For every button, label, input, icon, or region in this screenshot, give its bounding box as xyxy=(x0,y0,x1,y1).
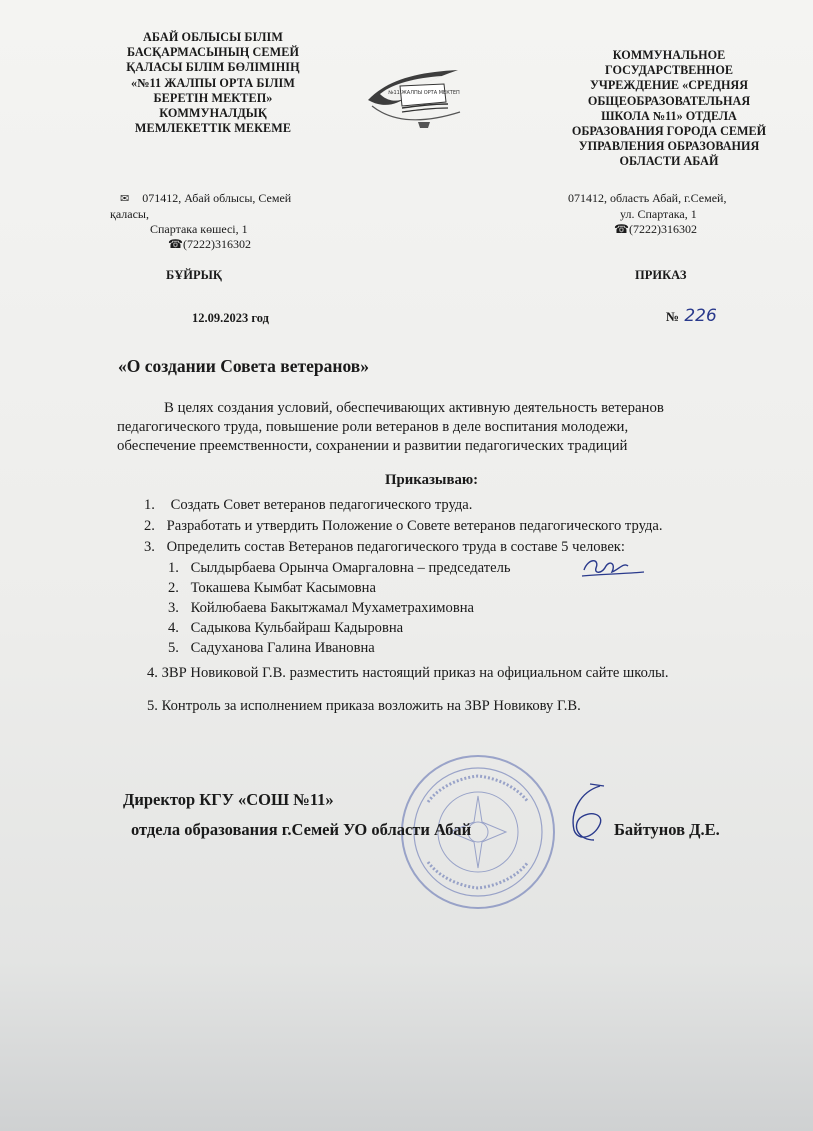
member-num: 1. xyxy=(168,560,179,576)
member-num: 5. xyxy=(168,640,179,656)
member-item xyxy=(168,600,474,617)
director-signature xyxy=(560,782,620,853)
order-item xyxy=(144,497,472,514)
order-item-text: Создать Совет ветеранов педагогического труда. xyxy=(170,497,473,513)
member-num: 2. xyxy=(168,580,179,596)
header-kz-line: МЕМЛЕКЕТТІК МЕКЕМЕ xyxy=(134,121,292,136)
order-item-text: Определить состав Ветеранов педагогического труда в составе 5 человек: xyxy=(166,539,625,555)
order-item xyxy=(144,518,663,535)
header-ru-line: ОБРАЗОВАНИЯ ГОРОДА СЕМЕЙ xyxy=(571,124,767,139)
envelope-icon: ✉ xyxy=(120,193,130,205)
member-item xyxy=(168,580,376,597)
signature-name: Байтунов Д.Е. xyxy=(614,820,720,839)
order-item-num: 2. xyxy=(144,518,155,534)
header-ru-line: УПРАВЛЕНИЯ ОБРАЗОВАНИЯ xyxy=(578,139,760,154)
address-kz xyxy=(120,191,291,207)
phone-kz-number: (7222)316302 xyxy=(182,237,251,251)
address-ru-line1: 071412, область Абай, г.Семей, xyxy=(568,191,727,205)
header-ru-line: ОБЛАСТИ АБАЙ xyxy=(619,154,719,169)
header-ru-line: ШКОЛА №11» ОТДЕЛА xyxy=(601,108,737,123)
number-sign: № xyxy=(666,309,680,324)
header-ru-line: ГОСУДАРСТВЕННОЕ xyxy=(605,63,733,78)
address-kz-line3: Спартака көшесі, 1 xyxy=(150,222,248,236)
chairman-signature xyxy=(578,552,648,587)
header-ru-line: УЧРЕЖДЕНИЕ «СРЕДНЯЯ xyxy=(589,78,749,93)
document-title: «О создании Совета ветеранов» xyxy=(118,356,369,376)
preamble-line: педагогического труда, повышение роли ветеранов в деле воспитания молодежи, xyxy=(117,419,629,435)
order-title-ru: ПРИКАЗ xyxy=(635,268,687,282)
member-num: 3. xyxy=(168,600,179,616)
address-ru-line2: ул. Спартака, 1 xyxy=(620,207,697,221)
header-ru-line: ОБЩЕОБРАЗОВАТЕЛЬНАЯ xyxy=(587,93,751,108)
member-num: 4. xyxy=(168,620,179,636)
order-title-kz: БҰЙРЫҚ xyxy=(166,268,222,282)
header-ru-line: КОММУНАЛЬНОЕ xyxy=(612,48,726,62)
phone-kz xyxy=(168,237,251,252)
member-item xyxy=(168,640,375,657)
address-ru xyxy=(568,191,726,206)
order-item-5: 5. Контроль за исполнением приказа возложить на ЗВР Новикову Г.В. xyxy=(147,698,581,714)
signature-department: отдела образования г.Семей УО области Абай xyxy=(131,820,472,839)
member-item xyxy=(168,560,511,577)
member-name: Садуханова Галина Ивановна xyxy=(190,640,375,656)
address-kz-line1: 071412, Абай облысы, Семей xyxy=(142,191,292,205)
member-name: Сылдырбаева Орынча Омаргаловна – председатель xyxy=(190,560,511,576)
order-item-num: 1. xyxy=(144,497,155,513)
order-item-text: Разработать и утвердить Положение о Совете ветеранов педагогического труда. xyxy=(166,518,663,534)
address-kz-line2: қаласы, xyxy=(110,207,149,221)
preamble-line: В целях создания условий, обеспечивающих активную деятельность ветеранов xyxy=(164,400,664,416)
phone-ru xyxy=(614,222,697,237)
header-ru xyxy=(558,48,780,170)
preamble-line: обеспечение преемственности, сохранении и развитии педагогических традиций xyxy=(117,438,628,454)
header-kz xyxy=(108,30,318,136)
member-name: Садыкова Кульбайраш Кадыровна xyxy=(190,620,404,636)
phone-ru-number: (7222)316302 xyxy=(628,222,697,236)
logo-caption: №11 ЖАЛПЫ ОРТА МЕКТЕП xyxy=(388,90,460,96)
header-kz-line: АБАЙ ОБЛЫСЫ БІЛІМ xyxy=(143,30,283,44)
school-logo xyxy=(362,62,467,137)
order-date: 12.09.2023 год xyxy=(192,311,269,325)
phone-icon: ☎ xyxy=(614,222,629,236)
order-number xyxy=(666,306,717,326)
header-kz-line: ҚАЛАСЫ БІЛІМ БӨЛІМІНІҢ xyxy=(126,60,300,75)
order-number-handwritten: 226 xyxy=(684,306,717,326)
member-name: Койлюбаева Бакытжамал Мухаметрахимовна xyxy=(190,600,475,616)
header-kz-line: КОММУНАЛДЫҚ xyxy=(159,106,267,121)
header-kz-line: БАСҚАРМАСЫНЫҢ СЕМЕЙ xyxy=(126,45,300,60)
order-item-4: 4. ЗВР Новиковой Г.В. разместить настоящий приказ на официальном сайте школы. xyxy=(147,665,669,681)
header-kz-line: БЕРЕТІН МЕКТЕП» xyxy=(153,90,273,105)
signature-title: Директор КГУ «СОШ №11» xyxy=(123,790,334,809)
order-item xyxy=(144,539,625,556)
header-kz-line: «№11 ЖАЛПЫ ОРТА БІЛІМ xyxy=(131,75,295,90)
order-heading: Приказываю: xyxy=(385,472,479,488)
member-item xyxy=(168,620,403,637)
member-name: Токашева Кымбат Касымовна xyxy=(190,580,376,596)
order-item-num: 3. xyxy=(144,539,155,555)
phone-icon: ☎ xyxy=(168,237,183,251)
